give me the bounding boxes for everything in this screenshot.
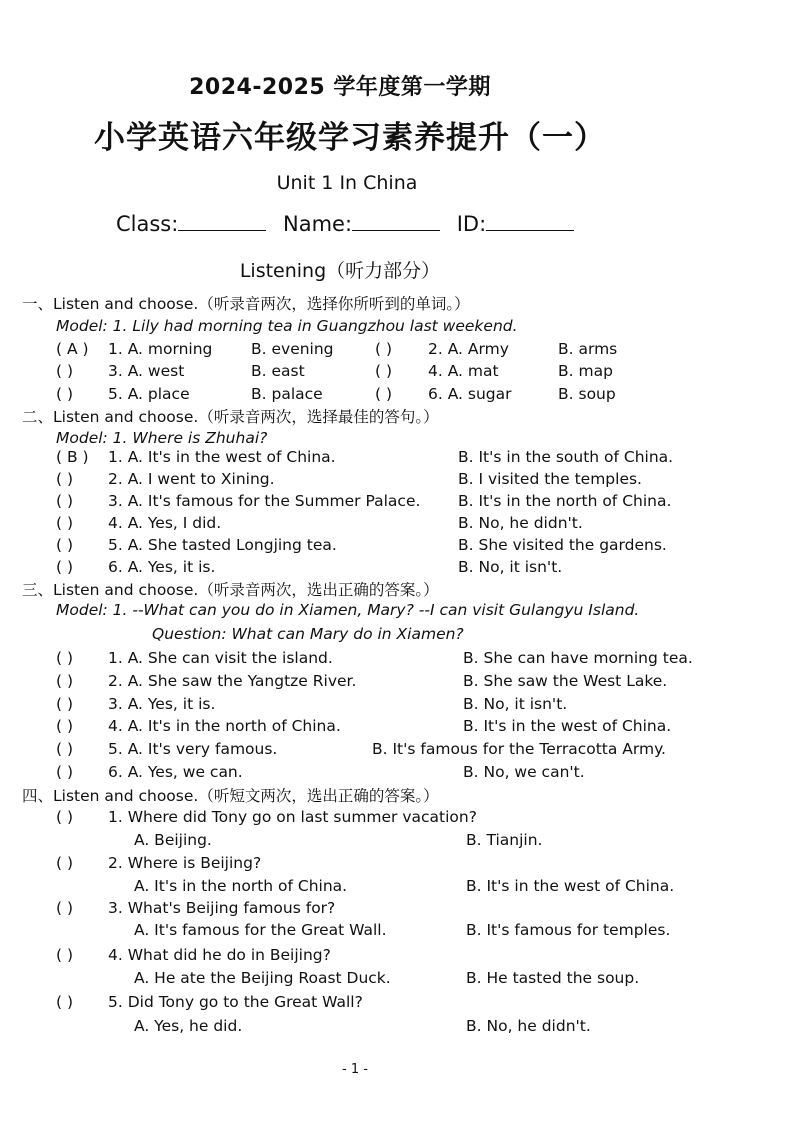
part4-heading: 四、Listen and choose.（听短文两次，选出正确的答案。） — [22, 787, 439, 805]
part2-option-b-1: B. It's in the south of China. — [458, 448, 674, 466]
part3-option-a-3: 3. A. Yes, it is. — [108, 695, 216, 713]
part3-option-a-5: 5. A. It's very famous. — [108, 740, 278, 758]
part3-option-b-3: B. No, it isn't. — [463, 695, 568, 713]
part1-option-a-6: 6. A. sugar — [428, 385, 512, 403]
part1-option-a-5: 5. A. place — [108, 385, 190, 403]
part2-heading: 二、Listen and choose.（听录音两次，选择最佳的答句。） — [22, 408, 439, 426]
part2-option-b-4: B. No, he didn't. — [458, 514, 583, 532]
part3-model: Model: 1. --What can you do in Xiamen, Mary? --I can visit Gulangyu Island. — [56, 601, 640, 619]
part1-option-b-3: B. east — [251, 362, 305, 380]
part1-option-a-3: 3. A. west — [108, 362, 185, 380]
part2-option-a-6: 6. A. Yes, it is. — [108, 558, 216, 576]
part4-option-a-2: A. It's in the north of China. — [134, 877, 348, 895]
part1-option-b-6: B. soup — [558, 385, 616, 403]
part1-option-b-4: B. map — [558, 362, 613, 380]
part1-answer-6[interactable]: ( ) — [375, 385, 393, 403]
unit-title: Unit 1 In China — [276, 172, 418, 194]
part1-option-b-5: B. palace — [251, 385, 323, 403]
part3-option-b-2: B. She saw the West Lake. — [463, 672, 668, 690]
part3-answer-4[interactable]: ( ) — [56, 717, 74, 735]
part2-answer-2[interactable]: ( ) — [56, 470, 74, 488]
student-info-row — [116, 212, 584, 236]
part1-model: Model: 1. Lily had morning tea in Guangzhou last weekend. — [56, 317, 518, 335]
part4-option-b-4: B. He tasted the soup. — [466, 969, 640, 987]
part3-option-b-6: B. No, we can't. — [463, 763, 585, 781]
part3-option-a-4: 4. A. It's in the north of China. — [108, 717, 341, 735]
part2-model: Model: 1. Where is Zhuhai? — [56, 429, 268, 447]
id-label: ID: — [456, 212, 487, 236]
part3-option-b-4: B. It's in the west of China. — [463, 717, 672, 735]
part4-answer-5[interactable]: ( ) — [56, 993, 74, 1011]
part4-answer-1[interactable]: ( ) — [56, 808, 74, 826]
part1-answer-2[interactable]: ( ) — [375, 340, 393, 358]
part3-answer-1[interactable]: ( ) — [56, 649, 74, 667]
part4-answer-2[interactable]: ( ) — [56, 854, 74, 872]
part4-question-1: 1. Where did Tony go on last summer vacation? — [108, 808, 477, 826]
part2-option-a-5: 5. A. She tasted Longjing tea. — [108, 536, 337, 554]
part3-question: Question: What can Mary do in Xiamen? — [152, 625, 464, 643]
part4-option-b-2: B. It's in the west of China. — [466, 877, 675, 895]
part2-option-a-2: 2. A. I went to Xining. — [108, 470, 275, 488]
class-label: Class: — [116, 212, 179, 236]
part2-option-b-5: B. She visited the gardens. — [458, 536, 667, 554]
year-term-title: 2024-2025 学年度第一学期 — [189, 75, 491, 100]
part4-option-b-3: B. It's famous for temples. — [466, 921, 671, 939]
part1-answer-4[interactable]: ( ) — [375, 362, 393, 380]
part2-answer-4[interactable]: ( ) — [56, 514, 74, 532]
part1-option-a-2: 2. A. Army — [428, 340, 509, 358]
part4-option-b-5: B. No, he didn't. — [466, 1017, 591, 1035]
part2-answer-6[interactable]: ( ) — [56, 558, 74, 576]
part4-question-3: 3. What's Beijing famous for? — [108, 899, 336, 917]
part2-answer-3[interactable]: ( ) — [56, 492, 74, 510]
part1-option-b-2: B. arms — [558, 340, 618, 358]
name-label: Name: — [283, 212, 353, 236]
part4-answer-3[interactable]: ( ) — [56, 899, 74, 917]
page-number: - 1 - — [342, 1062, 368, 1077]
listening-heading: Listening（听力部分） — [239, 260, 441, 282]
part1-option-a-4: 4. A. mat — [428, 362, 499, 380]
id-blank[interactable] — [486, 212, 574, 231]
part2-option-b-3: B. It's in the north of China. — [458, 492, 672, 510]
part2-answer-1[interactable]: ( B ) — [56, 448, 89, 466]
part3-answer-3[interactable]: ( ) — [56, 695, 74, 713]
part2-option-b-2: B. I visited the temples. — [458, 470, 642, 488]
part4-answer-4[interactable]: ( ) — [56, 946, 74, 964]
part4-option-a-5: A. Yes, he did. — [134, 1017, 243, 1035]
part3-answer-6[interactable]: ( ) — [56, 763, 74, 781]
part1-option-b-1: B. evening — [251, 340, 334, 358]
part3-answer-5[interactable]: ( ) — [56, 740, 74, 758]
part4-question-2: 2. Where is Beijing? — [108, 854, 262, 872]
part1-heading: 一、Listen and choose.（听录音两次，选择你所听到的单词。） — [22, 295, 470, 313]
part1-answer-5[interactable]: ( ) — [56, 385, 74, 403]
main-title: 小学英语六年级学习素养提升（一） — [94, 120, 606, 156]
part4-option-a-4: A. He ate the Beijing Roast Duck. — [134, 969, 391, 987]
part1-option-a-1: 1. A. morning — [108, 340, 213, 358]
part3-option-a-2: 2. A. She saw the Yangtze River. — [108, 672, 357, 690]
part4-question-5: 5. Did Tony go to the Great Wall? — [108, 993, 363, 1011]
part4-option-a-1: A. Beijing. — [134, 831, 212, 849]
part3-option-a-1: 1. A. She can visit the island. — [108, 649, 333, 667]
part1-answer-1[interactable]: ( A ) — [56, 340, 89, 358]
part4-option-b-1: B. Tianjin. — [466, 831, 543, 849]
part2-option-a-1: 1. A. It's in the west of China. — [108, 448, 336, 466]
part4-question-4: 4. What did he do in Beijing? — [108, 946, 331, 964]
part2-option-a-4: 4. A. Yes, I did. — [108, 514, 222, 532]
part3-option-b-1: B. She can have morning tea. — [463, 649, 693, 667]
part3-option-b-5: B. It's famous for the Terracotta Army. — [372, 740, 666, 758]
part3-heading: 三、Listen and choose.（听录音两次，选出正确的答案。） — [22, 581, 439, 599]
part2-option-b-6: B. No, it isn't. — [458, 558, 563, 576]
part2-answer-5[interactable]: ( ) — [56, 536, 74, 554]
class-blank[interactable] — [178, 212, 266, 231]
name-blank[interactable] — [352, 212, 440, 231]
part1-answer-3[interactable]: ( ) — [56, 362, 74, 380]
part3-option-a-6: 6. A. Yes, we can. — [108, 763, 243, 781]
part4-option-a-3: A. It's famous for the Great Wall. — [134, 921, 387, 939]
part3-answer-2[interactable]: ( ) — [56, 672, 74, 690]
part2-option-a-3: 3. A. It's famous for the Summer Palace. — [108, 492, 421, 510]
